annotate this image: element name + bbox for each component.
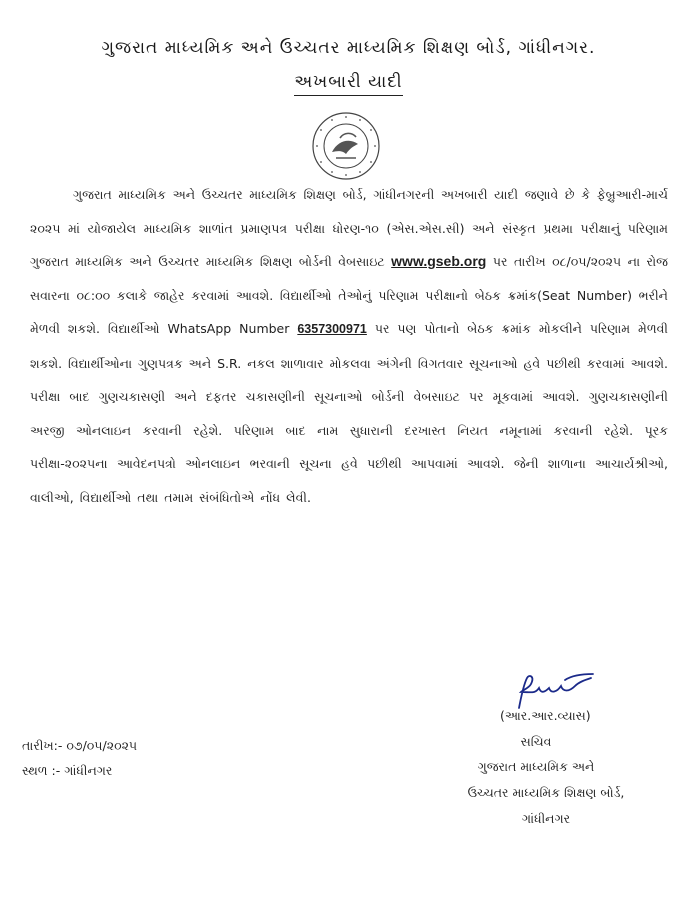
release-place: સ્થળ :- ગાંધીનગર <box>22 763 113 778</box>
press-release-heading-text: અખબારી યાદી <box>294 72 402 96</box>
body-paragraph-part1: ગુજરાત માધ્યમિક અને ઉચ્ચતર માધ્યમિક શિક્ષણ બોર્ડ, ગાંધીનગરની અખબારી યાદી જણાવે છે કે ફેબ્રુઆરી-માર્ચ ૨૦૨૫ માં યોજાયેલ માધ્યમિક શાળાંત પ્રમાણપત્ર પરીક્ષા ધોરણ-૧૦ (એસ.એસ.સી) અને સંસ્કૃત પ્રથમા પરીક્ષાનું પરિણામ ગુજરાત માધ્યમિક અને ઉચ્ચતર માધ્યમિક શિક્ષણ બોર્ડની વેબસાઇટ <box>30 187 668 269</box>
signatory-name: (આર.આર.વ્યાસ) <box>500 708 591 723</box>
board-title: ગુજરાત માધ્યમિક અને ઉચ્ચતર માધ્યમિક શિક્ષણ બોર્ડ, ગાંધીનગર. <box>101 38 596 58</box>
signatory-designation: સચિવ <box>520 734 552 749</box>
whatsapp-number: 6357300971 <box>297 322 367 336</box>
signatory-org-line1: ગુજરાત માધ્યમિક અને <box>477 759 595 774</box>
body-paragraph-part3: પર પણ પોતાનો બેઠક ક્રમાંક મોકલીને પરિણામ મેળવી શકશે. વિદ્યાર્થીઓના ગુણપત્રક અને S.R. નકલ શાળાવાર મોકલવા અંગેની વિગતવાર સૂચનાઓ હવે પછીથી કરવામાં આવશે. પરીક્ષા બાદ ગુણચકાસણી અને દફતર ચકાસણીની સૂચનાઓ બોર્ડની વેબસાઇટ પર મૂકવામાં આવશે. ગુણચકાસણીની અરજી ઓનલાઇન કરવાની રહેશે. પરિણામ બાદ નામ સુધારાની દરખાસ્ત નિયત નમૂનામાં કરવાની રહેશે. પૂરક પરીક્ષા-૨૦૨૫ના આવેદનપત્રો ઓનલાઇન ભરવાની સૂચના હવે પછીથી આપવામાં આવશે. જેની શાળાના આચાર્યશ્રીઓ, વાલીઓ, વિદ્યાર્થીઓ તથા તમામ સંબંધિતોએ નોંધ લેવી. <box>30 321 668 505</box>
signatory-city: ગાંધીનગર <box>521 811 571 826</box>
website-link[interactable]: www.gseb.org <box>391 253 487 269</box>
signature-icon <box>505 670 605 712</box>
press-release-body <box>30 178 668 514</box>
body-paragraph-part2: પર તારીખ ૦૮/૦૫/૨૦૨૫ ના રોજ સવારના ૦૮:૦૦ કલાકે જાહેર કરવામાં આવશે. વિદ્યાર્થીઓ તેઓનું પરિણામ પરીક્ષાનો બેઠક ક્રમાંક(Seat Number) ભરીને મેળવી શકશે. વિદ્યાર્થીઓ WhatsApp Number <box>30 254 668 336</box>
release-date: તારીખ:- ૦૭/૦૫/૨૦૨૫ <box>22 738 138 753</box>
board-logo-icon <box>310 110 382 182</box>
signatory-org-line2: ઉચ્ચતર માધ્યમિક શિક્ષણ બોર્ડ, <box>467 785 625 800</box>
press-release-heading <box>0 72 697 92</box>
